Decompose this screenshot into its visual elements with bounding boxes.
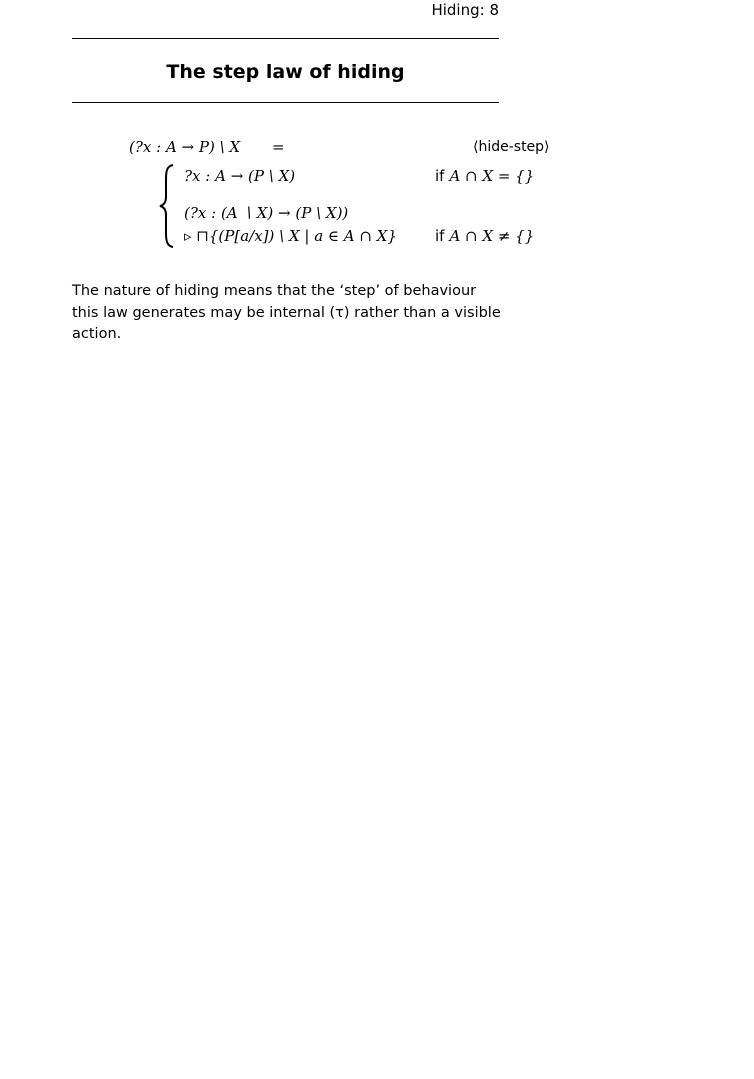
case-1-condition-formula: A ∩ X = {}	[449, 167, 535, 185]
case-2-expression-line-2: ▹ ⊓{(P[a/x]) \ X | a ∈ A ∩ X}	[184, 227, 397, 245]
case-2-if-label: if	[435, 227, 445, 245]
law-equals-sign: =	[272, 138, 285, 156]
case-2-condition	[435, 225, 534, 247]
slide-title: The step law of hiding	[166, 61, 405, 83]
law-left-hand-side: (?x : A → P) \ X	[129, 138, 241, 156]
title-rule-top	[72, 38, 499, 39]
title-rule-bottom	[72, 102, 499, 103]
case-2-expression-line-1: (?x : (A ∖ X) → (P \ X))	[184, 204, 349, 222]
case-1-expression: ?x : A → (P \ X)	[184, 167, 296, 185]
explanation-paragraph: The nature of hiding means that the ‘step’ of behaviour this law generates may be internal (τ) rather than a visible action.	[72, 283, 501, 342]
running-head: Hiding: 8	[431, 1, 499, 19]
case-1-condition	[435, 165, 534, 187]
law-name: ⟨hide-step⟩	[473, 139, 550, 155]
case-1-if-label: if	[435, 167, 445, 185]
left-brace-icon	[158, 163, 176, 249]
case-2-condition-formula: A ∩ X ≠ {}	[449, 227, 535, 245]
